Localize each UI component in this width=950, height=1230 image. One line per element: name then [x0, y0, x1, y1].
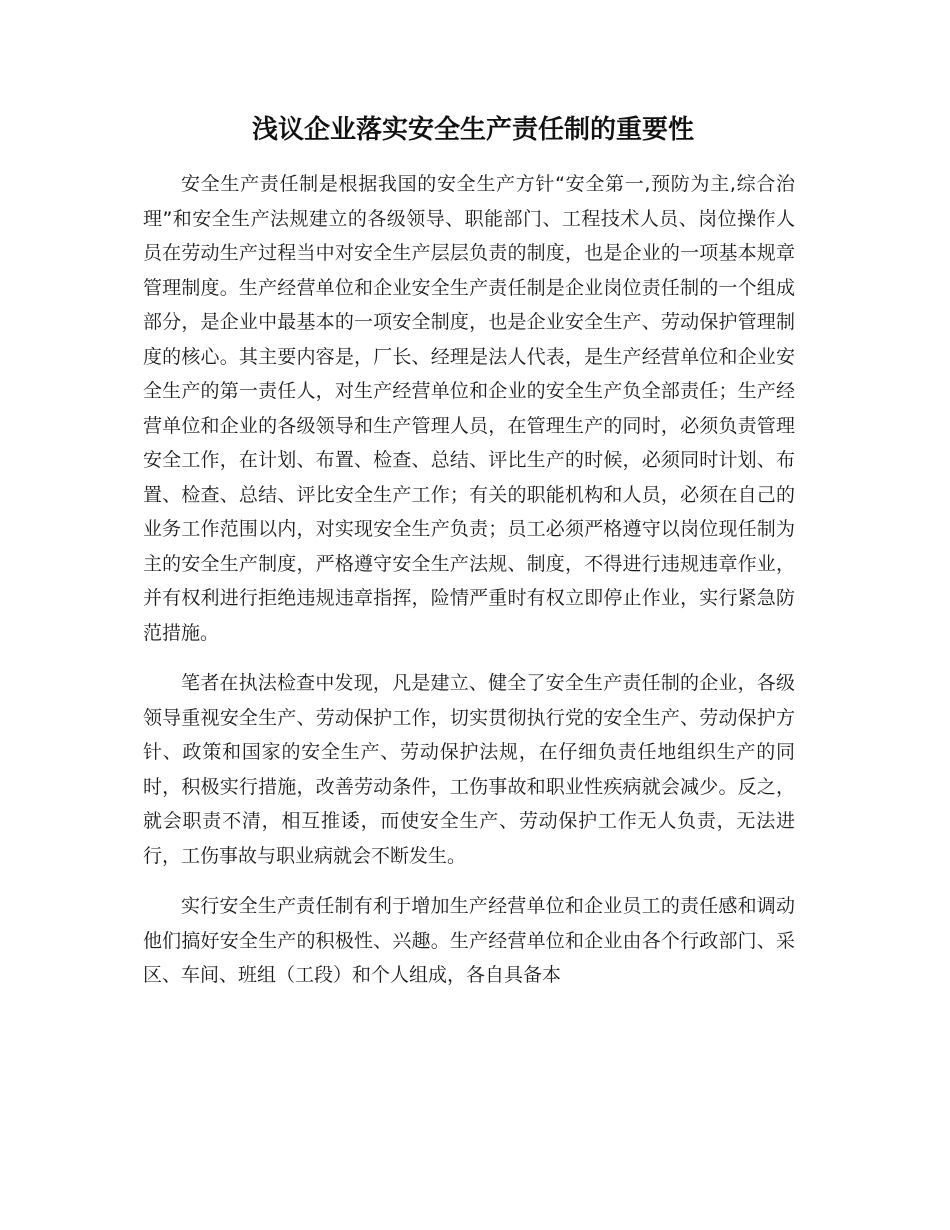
document-body: [143, 167, 795, 993]
paragraph-2: 笔者在执法检查中发现，凡是建立、健全了安全生产责任制的企业，各级领导重视安全生产、劳动保护工作，切实贯彻执行党的安全生产、劳动保护方针、政策和国家的安全生产、劳动保护法规，在仔细负责任地组织生产的同时，积极实行措施，改善劳动条件，工伤事故和职业性疾病就会减少。反之，就会职责不清，相互推诿，而使安全生产、劳动保护工作无人负责，无法进行，工伤事故与职业病就会不断发生。: [143, 672, 795, 867]
page-title: 浅议企业落实安全生产责任制的重要性: [251, 115, 694, 145]
paragraph-1: 安全生产责任制是根据我国的安全生产方针“安全第一,预防为主,综合治理”和安全生产法规建立的各级领导、职能部门、工程技术人员、岗位操作人员在劳动生产过程当中对安全生产层层负责的制度，也是企业的一项基本规章管理制度。生产经营单位和企业安全生产责任制是企业岗位责任制的一个组成部分，是企业中最基本的一项安全制度，也是企业安全生产、劳动保护管理制度的核心。其主要内容是，厂长、经理是法人代表，是生产经营单位和企业安全生产的第一责任人，对生产经营单位和企业的安全生产负全部责任；生产经营单位和企业的各级领导和生产管理人员，在管理生产的同时，必须负责管理安全工作，在计划、布置、检查、总结、评比生产的时候，必须同时计划、布置、检查、总结、评比安全生产工作；有关的职能机构和人员，必须在自己的业务工作范围以内，对实现安全生产负责；员工必须严格遵守以岗位现任制为主的安全生产制度，严格遵守安全生产法规、制度，不得进行违规违章作业，并有权利进行拒绝违规违章指挥，险情严重时有权立即停止作业，实行紧急防范措施。: [143, 173, 795, 644]
paragraph-3: 实行安全生产责任制有利于增加生产经营单位和企业员工的责任感和调动他们搞好安全生产的积极性、兴趣。生产经营单位和企业由各个行政部门、采区、车间、班组（工段）和个人组成，各自具备本: [143, 895, 795, 986]
